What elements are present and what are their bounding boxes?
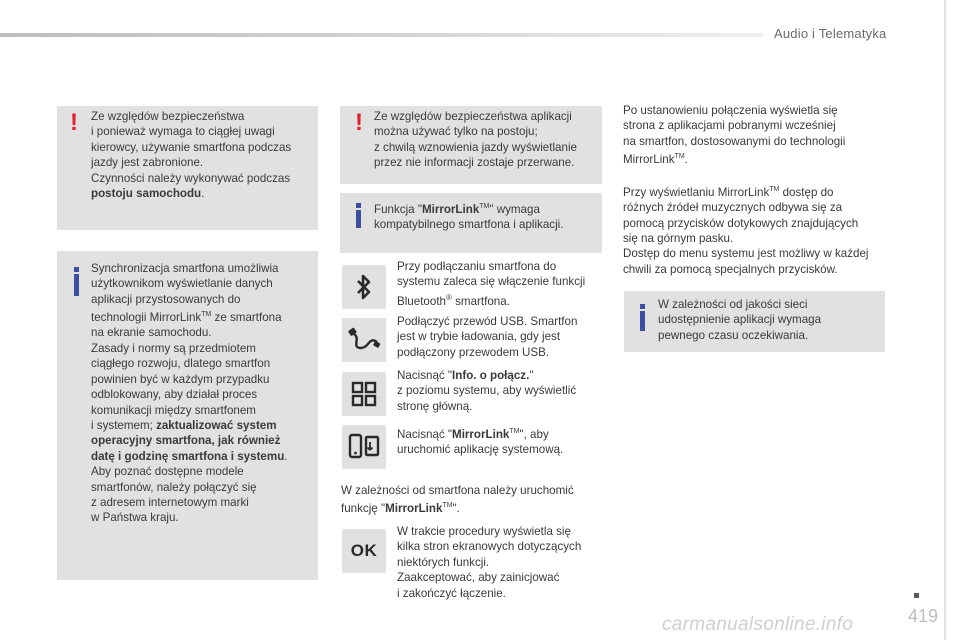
bold-text: operacyjny smartfona, jak również [91, 434, 281, 448]
text-line: w Państwa kraju. [91, 511, 179, 525]
text-line: W trakcie procedury wyświetla się [397, 525, 571, 538]
text-line: się na górnym pasku. [623, 232, 734, 246]
text-line: można używać tylko na postoju; [374, 125, 538, 139]
text-part: technologii MirrorLink [91, 311, 202, 325]
text-part: Bluetooth [397, 294, 446, 308]
text-line: powinien być w każdym przypadku [91, 372, 270, 386]
text-part: dostęp do [779, 185, 834, 199]
text-line: Zaakceptować, aby zainicjować [397, 571, 560, 585]
text-line: Ze względów bezpieczeństwa [91, 110, 245, 123]
mirrorlink-icon [347, 432, 381, 462]
warning-text-driving [91, 109, 315, 201]
bold-text: postoju samochodu [91, 187, 202, 201]
text-part: i systemem; [91, 418, 157, 432]
text-line [397, 424, 607, 442]
text-line [91, 449, 315, 464]
text-line: z adresem internetowym marki [91, 495, 249, 509]
apps-grid-icon [351, 381, 377, 407]
page-number: 419 [908, 606, 939, 626]
text-line: kompatybilnego smartfona i aplikacji. [374, 218, 564, 232]
text-line: strona z aplikacjami pobranymi wcześniej [623, 119, 836, 133]
text-line: na ekranie samochodu. [91, 326, 212, 340]
text-part: Nacisnąć " [397, 369, 453, 382]
footer-marker [914, 593, 919, 598]
text-line: Synchronizacja smartfona umożliwia [91, 262, 279, 275]
smartfon-dependency-text [341, 483, 606, 517]
text-line: Czynności należy wykonywać podczas [91, 171, 291, 185]
usb-cable-icon-box [342, 318, 386, 362]
right-paragraph-connection [623, 103, 893, 167]
text-line: odblokowany, aby działał proces [91, 388, 258, 402]
text-line: niektórych funkcji. [397, 555, 490, 569]
text-line: i ponieważ wymaga to ciągłej uwagi [91, 125, 275, 139]
text-line: ciągłego rozwoju, dlatego smartfon [91, 357, 271, 371]
text-line: chwili za pomocą specjalnych przycisków. [623, 262, 838, 276]
text-line [91, 433, 315, 448]
text-line: i zakończyć łączenie. [397, 586, 506, 600]
warning-icon: ! [355, 109, 363, 136]
trademark-sup: TM [509, 428, 520, 435]
warning-box-driving [57, 106, 318, 230]
apps-grid-icon-box [342, 372, 386, 416]
trademark-sup: TM [201, 311, 212, 319]
text-part: smartfona. [451, 294, 510, 308]
text-line [341, 498, 606, 516]
bold-text: datę i godzinę smartfona i systemu [91, 449, 285, 463]
info-icon [356, 203, 361, 228]
info-icon [74, 267, 79, 296]
text-tail: . [284, 449, 288, 463]
text-part: Funkcja " [374, 202, 422, 216]
info-text-mirrorlink [374, 199, 600, 233]
text-line: aplikacji przystosowanych do [91, 292, 241, 306]
registered-sup: ® [446, 292, 452, 302]
info-box-network [624, 291, 885, 352]
info-box-synchronization [57, 251, 318, 580]
text-part: funkcję " [341, 502, 386, 516]
info-text-synchronization [91, 261, 315, 526]
text-part: ze smartfona [211, 311, 282, 325]
step-mirrorlink-text [397, 424, 607, 458]
text-line: z chwilą wznowienia jazdy wyświetlanie [374, 140, 577, 154]
text-line [623, 149, 893, 167]
trademark-sup: TM [674, 153, 685, 161]
right-paragraph-access [623, 182, 893, 277]
text-part: Przy wyświetlaniu MirrorLink [623, 185, 770, 199]
bluetooth-icon [354, 273, 374, 301]
ok-label-icon: OK [350, 541, 378, 560]
text-line: kierowcy, używanie smartfona podczas [91, 140, 292, 154]
bold-text: zaktualizować system [156, 418, 277, 432]
text-line: W zależności od smartfona należy uruchomić [341, 484, 574, 497]
right-margin-rule [944, 0, 946, 640]
text-line: Aby poznać dostępne modele [91, 465, 244, 479]
text-part: . [684, 153, 688, 167]
bold-text: Info. o połącz. [452, 369, 530, 382]
bold-text: MirrorLink [385, 502, 443, 516]
text-line: jazdy jest zabronione. [91, 156, 204, 170]
text-line [91, 186, 315, 201]
step-accept-text [397, 524, 607, 601]
mirrorlink-icon-box [342, 425, 386, 469]
text-line: pomocą przycisków dotykowych znajdujących [623, 216, 859, 230]
text-line: stronę główną. [397, 399, 473, 413]
text-line: udostępnienie aplikacji wymaga [658, 313, 822, 327]
text-line: przez nie informacji zostaje przerwane. [374, 156, 575, 170]
text-line: W zależności od jakości sieci [658, 298, 808, 311]
text-line: pewnego czasu oczekiwania. [658, 328, 809, 342]
step-info-connection-text [397, 368, 607, 414]
header-rule [0, 33, 762, 37]
info-text-network [658, 297, 882, 343]
page-section-title: Audio i Telematyka [774, 26, 887, 41]
text-line: różnych źródeł muzycznych odbywa się za [623, 201, 843, 215]
text-line: Przy podłączaniu smartfona do [397, 260, 557, 273]
text-line: podłączony przewodem USB. [397, 345, 550, 359]
warning-box-applications [340, 106, 602, 184]
text-line: z poziomu systemu, aby wyświetlić [397, 384, 577, 398]
info-icon [640, 304, 645, 331]
text-line: na smartfon, dostosowanymi do technologii [623, 134, 846, 148]
text-part: ", aby [519, 427, 549, 441]
text-line [91, 307, 315, 325]
bold-text: MirrorLink [421, 202, 480, 216]
text-line: Ze względów bezpieczeństwa aplikacji [374, 110, 572, 123]
text-line: kilka stron ekranowych dotyczących [397, 540, 582, 554]
watermark-text: carmanualsonline.info [662, 614, 854, 635]
text-part: ". [452, 502, 460, 516]
usb-cable-icon [347, 326, 381, 354]
step-bluetooth-text [397, 259, 607, 309]
ok-button-icon-box [342, 529, 386, 573]
step-usb-text [397, 314, 607, 360]
text-line: Dostęp do menu systemu jest możliwy w każdej [623, 247, 869, 261]
text-line [397, 290, 607, 309]
text-line: uruchomić aplikację systemową. [397, 443, 564, 457]
bluetooth-icon-box [342, 265, 386, 309]
text-part: MirrorLink [623, 153, 675, 167]
text-line: systemu zaleca się włączenie funkcji [397, 275, 586, 289]
text-line: Podłączyć przewód USB. Smartfon [397, 315, 578, 328]
text-line: komunikacji między smartfonem [91, 403, 256, 417]
warning-icon: ! [70, 109, 78, 136]
text-line: użytkownikom wyświetlanie danych [91, 277, 273, 291]
text-line: smartfonów, należy połączyć się [91, 480, 257, 494]
trademark-sup: TM [769, 186, 780, 193]
bold-text: MirrorLink [452, 427, 510, 441]
text-line [623, 182, 893, 200]
text-part: " wymaga [489, 202, 540, 216]
warning-text-applications [374, 109, 600, 171]
text-line: Po ustanowieniu połączenia wyświetla się [623, 104, 838, 117]
text-tail: . [201, 187, 205, 201]
text-line [91, 418, 315, 433]
text-line: jest w trybie ładowania, gdy jest [397, 330, 561, 344]
text-line [397, 368, 607, 383]
trademark-sup: TM [479, 203, 490, 210]
trademark-sup: TM [442, 502, 453, 510]
text-line [374, 199, 600, 217]
text-line: Zasady i normy są przedmiotem [91, 341, 256, 355]
info-box-mirrorlink [340, 193, 602, 253]
text-part: Nacisnąć " [397, 427, 453, 441]
text-part: " [529, 369, 534, 382]
